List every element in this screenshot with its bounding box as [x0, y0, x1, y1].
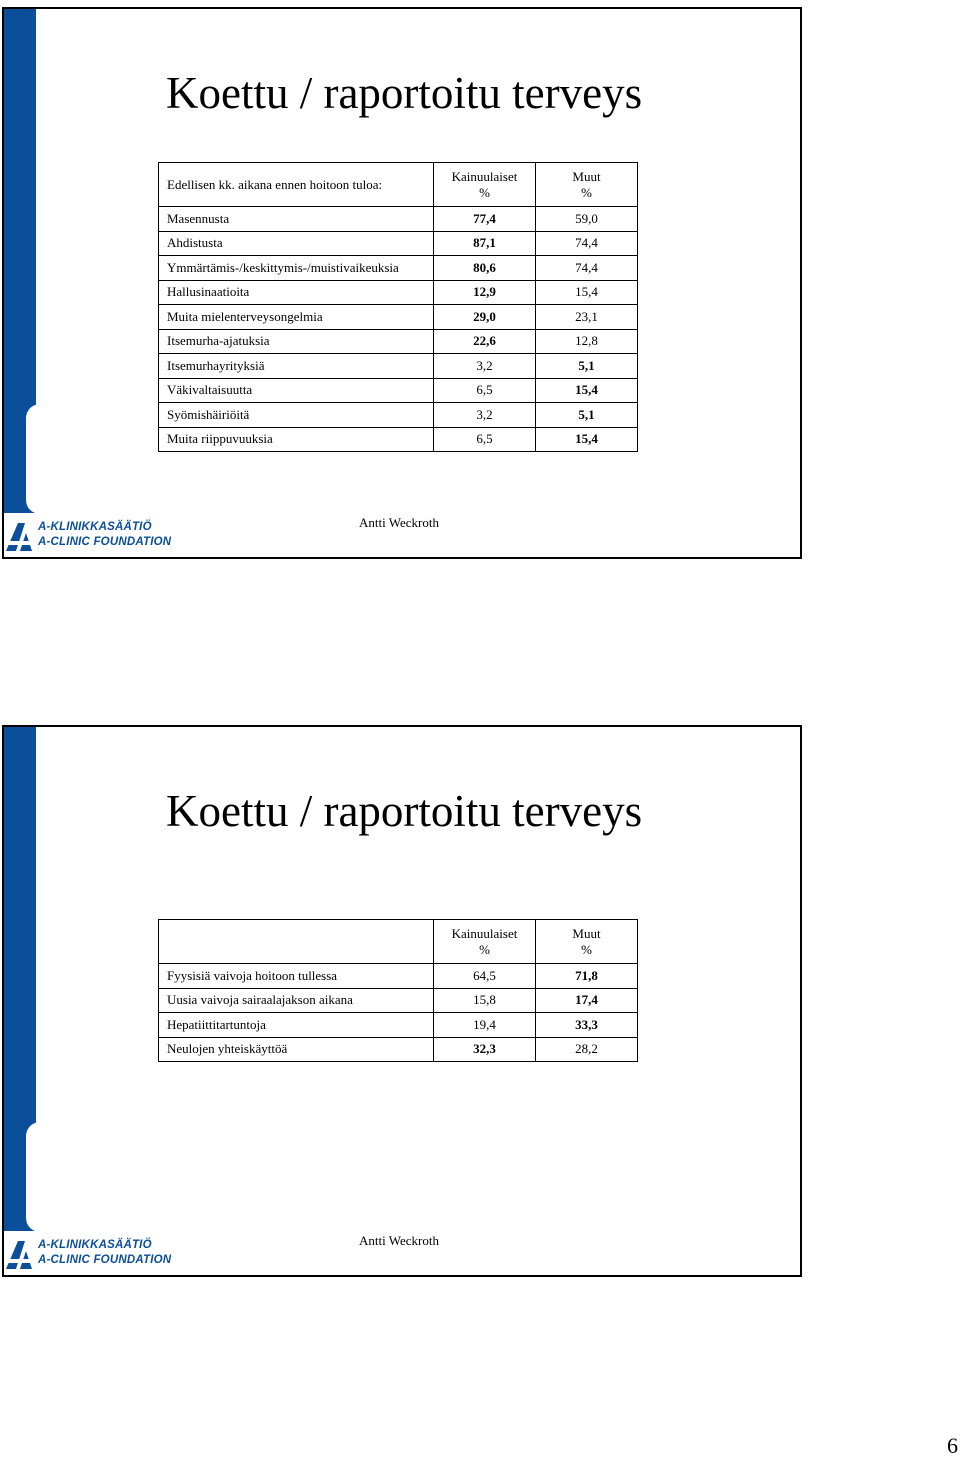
table-row: Muita mielenterveysongelmia 29,0 23,1	[159, 305, 638, 330]
logo-text-en: A-CLINIC FOUNDATION	[38, 536, 172, 548]
table-row: Hepatiittitartuntoja 19,4 33,3	[159, 1013, 638, 1038]
a-clinic-logo-icon	[6, 1239, 36, 1269]
logo-text-en: A-CLINIC FOUNDATION	[38, 1254, 172, 1266]
slide-title: Koettu / raportoitu terveys	[166, 786, 643, 836]
table-row: Itsemurha-ajatuksia 22,6 12,8	[159, 329, 638, 354]
slide-side-bar	[4, 9, 36, 557]
row-label-header: Edellisen kk. aikana ennen hoitoon tuloa:	[159, 163, 434, 207]
health-table-mental	[158, 162, 638, 452]
slide-author: Antti Weckroth	[359, 1233, 439, 1248]
a-clinic-logo-icon	[6, 521, 36, 551]
table-header-row	[159, 920, 638, 964]
slide-2	[2, 725, 802, 1277]
column-header-muut: Muut %	[536, 920, 638, 964]
health-table-physical	[158, 919, 638, 1062]
row-label-header	[159, 920, 434, 964]
column-header-muut: Muut %	[536, 163, 638, 207]
table-row: Hallusinaatioita 12,9 15,4	[159, 280, 638, 305]
table-row: Fyysisiä vaivoja hoitoon tullessa 64,5 71,8	[159, 964, 638, 989]
column-header-kainuulaiset: Kainuulaiset %	[434, 920, 536, 964]
table-row: Ahdistusta 87,1 74,4	[159, 231, 638, 256]
table-row: Masennusta 77,4 59,0	[159, 207, 638, 232]
slide-title: Koettu / raportoitu terveys	[166, 68, 643, 118]
page-number: 6	[947, 1433, 958, 1458]
slide-side-bar	[4, 727, 36, 1275]
table-row: Uusia vaivoja sairaalajakson aikana 15,8 17,4	[159, 988, 638, 1013]
a-clinic-logo	[4, 1237, 172, 1273]
table-row: Itsemurhayrityksiä 3,2 5,1	[159, 354, 638, 379]
slide-author: Antti Weckroth	[359, 515, 439, 530]
table-header-row	[159, 163, 638, 207]
table-row: Syömishäiriöitä 3,2 5,1	[159, 403, 638, 428]
slide-1	[2, 7, 802, 559]
table-row: Muita riippuvuuksia 6,5 15,4	[159, 427, 638, 452]
column-header-kainuulaiset: Kainuulaiset %	[434, 163, 536, 207]
logo-text-fi: A-KLINIKKASÄÄTIÖ	[38, 521, 152, 533]
a-clinic-logo	[4, 519, 172, 555]
logo-text-fi: A-KLINIKKASÄÄTIÖ	[38, 1239, 152, 1251]
table-row: Ymmärtämis-/keskittymis-/muistivaikeuksia 80,6 74,4	[159, 256, 638, 281]
table-row: Väkivaltaisuutta 6,5 15,4	[159, 378, 638, 403]
table-row: Neulojen yhteiskäyttöä 32,3 28,2	[159, 1037, 638, 1062]
